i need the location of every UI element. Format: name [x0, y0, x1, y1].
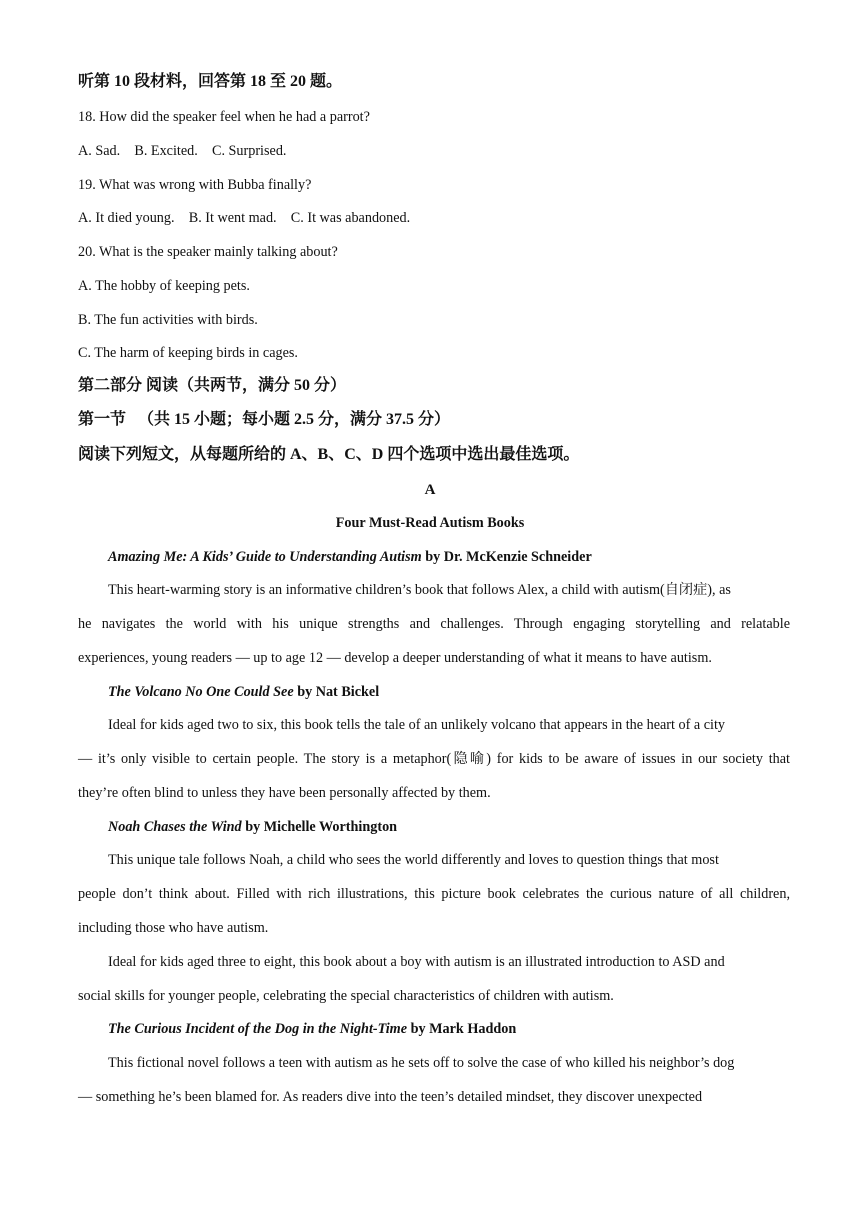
reading-instruction: 阅读下列短文，从每题所给的 A、B、C、D 四个选项中选出最佳选项。	[78, 446, 580, 463]
book-1-author: by Dr. McKenzie Schneider	[421, 549, 592, 565]
book-3-line-2: people don’t think about. Filled with rich illustrations, this picture book celebrates the curious nature of all children,	[78, 886, 790, 902]
book-4-line-2: — something he’s been blamed for. As readers dive into the teen’s detailed mindset, they discover unexpected	[78, 1089, 703, 1105]
question-19-options: A. It died young. B. It went mad. C. It was abandoned.	[78, 210, 411, 226]
book-4-line-1: This fictional novel follows a teen with autism as he sets off to solve the case of who killed his neighbor’s dog	[108, 1055, 735, 1071]
book-3-line-5: social skills for younger people, celebrating the special characteristics of children with autism.	[78, 988, 614, 1004]
book-2-title: The Volcano No One Could See	[108, 684, 294, 700]
book-1-line-1: This heart-warming story is an informative children’s book that follows Alex, a child with autism(自闭症), as	[108, 582, 731, 598]
book-1-line-3: experiences, young readers — up to age 12 — develop a deeper understanding of what it means to have autism.	[78, 650, 712, 666]
listening-section-header: 听第 10 段材料，回答第 18 至 20 题。	[78, 73, 343, 90]
reading-part-header: 第二部分 阅读（共两节，满分 50 分）	[78, 377, 347, 394]
book-1-line-2: he navigates the world with his unique strengths and challenges. Through engaging storytelling and relatable	[78, 616, 790, 632]
book-4-heading	[108, 1019, 790, 1039]
book-3-heading	[108, 817, 790, 837]
passage-letter: A	[424, 482, 436, 498]
book-3-line-4: Ideal for kids aged three to eight, this book about a boy with autism is an illustrated introduction to ASD and	[108, 954, 725, 970]
question-20: 20. What is the speaker mainly talking about?	[78, 244, 338, 260]
question-18: 18. How did the speaker feel when he had a parrot?	[78, 109, 370, 125]
book-2-heading	[108, 682, 790, 702]
book-3-line-1: This unique tale follows Noah, a child who sees the world differently and loves to question things that most	[108, 852, 719, 868]
question-20-option-b: B. The fun activities with birds.	[78, 312, 258, 328]
question-19: 19. What was wrong with Bubba finally?	[78, 177, 312, 193]
book-2-line-3: they’re often blind to unless they have been personally affected by them.	[78, 785, 491, 801]
question-18-options: A. Sad. B. Excited. C. Surprised.	[78, 143, 287, 159]
book-4-title: The Curious Incident of the Dog in the Night-Time	[108, 1021, 408, 1037]
book-2-author: by Nat Bickel	[293, 684, 380, 700]
book-1-title: Amazing Me: A Kids’ Guide to Understanding Autism	[108, 549, 422, 565]
question-20-option-c: C. The harm of keeping birds in cages.	[78, 345, 298, 361]
book-3-line-3: including those who have autism.	[78, 920, 269, 936]
question-20-option-a: A. The hobby of keeping pets.	[78, 278, 250, 294]
book-3-author: by Michelle Worthington	[241, 819, 398, 835]
book-2-line-2: — it’s only visible to certain people. The story is a metaphor(隐喻) for kids to be aware of issues in our society that	[78, 751, 790, 767]
passage-title: Four Must-Read Autism Books	[335, 515, 525, 531]
reading-section-header: 第一节 （共 15 小题；每小题 2.5 分，满分 37.5 分）	[78, 411, 451, 428]
book-3-title: Noah Chases the Wind	[108, 819, 242, 835]
book-2-line-1: Ideal for kids aged two to six, this book tells the tale of an unlikely volcano that appears in the heart of a city	[108, 717, 725, 733]
book-4-author: by Mark Haddon	[407, 1021, 517, 1037]
book-1-heading	[108, 547, 790, 567]
